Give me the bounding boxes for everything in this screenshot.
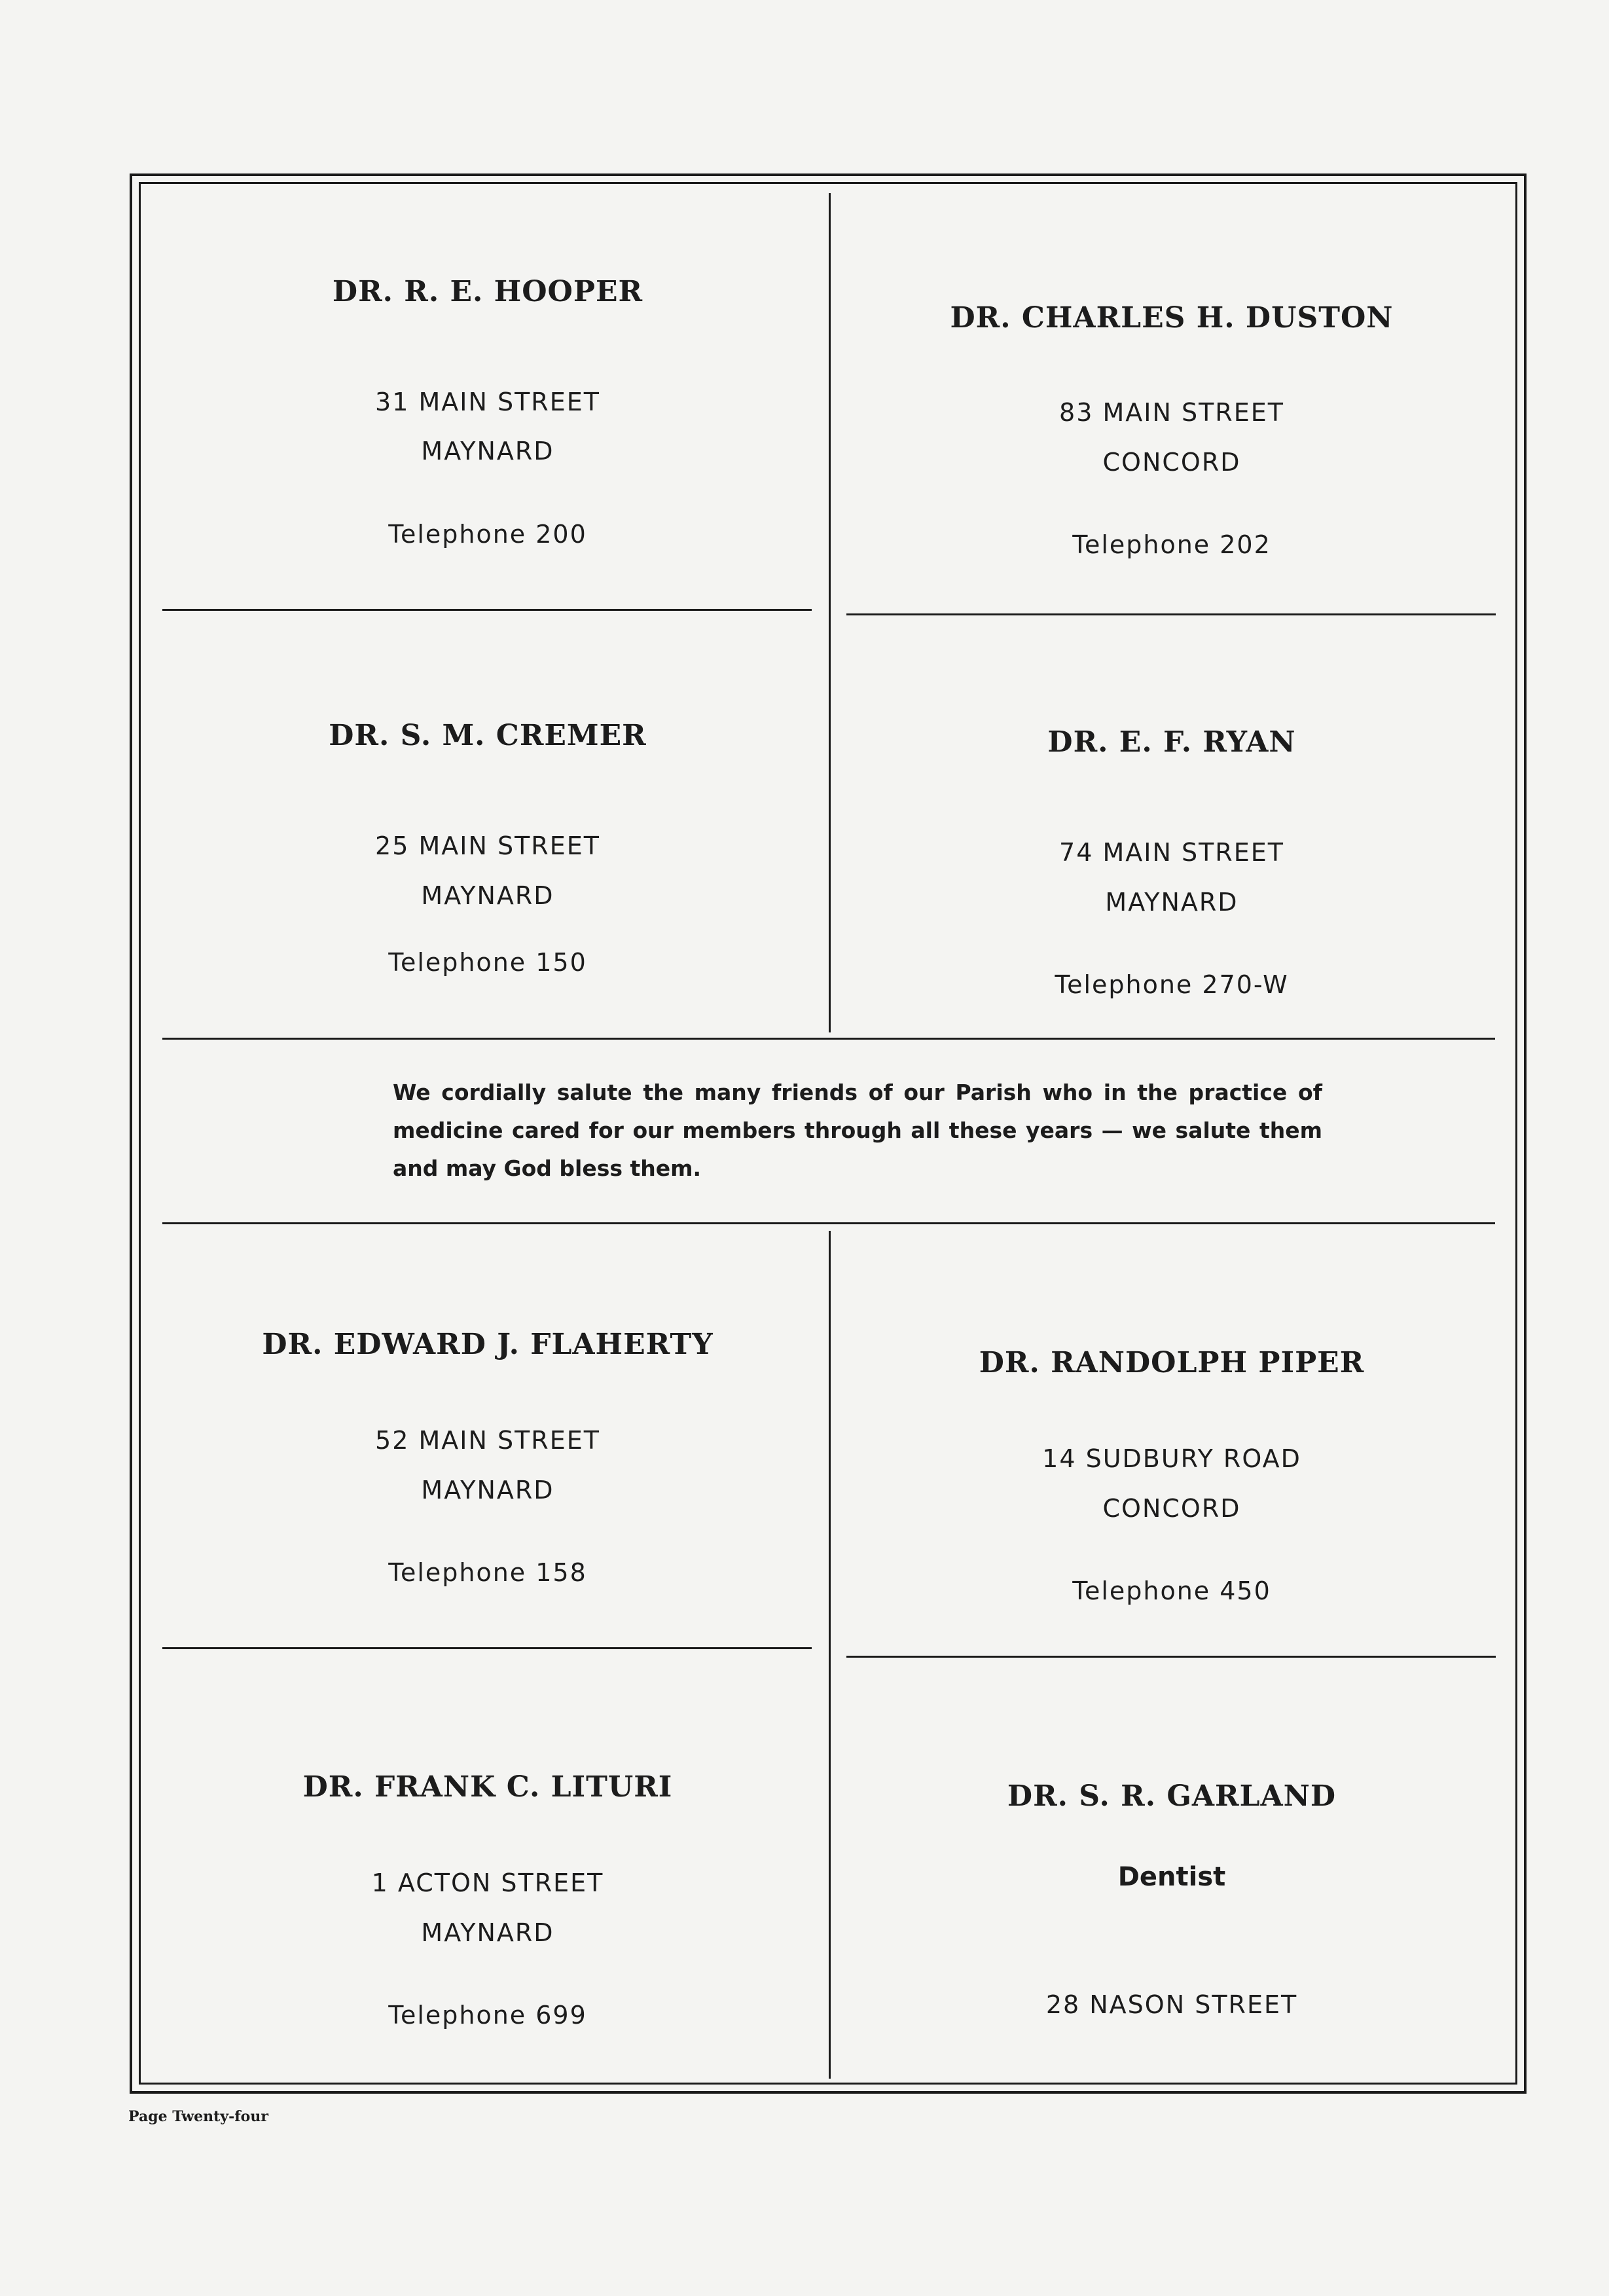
doctor-card bbox=[164, 714, 812, 1002]
doctor-name: DR. FRANK C. LITURI bbox=[302, 1770, 673, 1804]
street-address: 31 MAIN STREET bbox=[375, 388, 600, 416]
divider-vertical-bottom bbox=[829, 1231, 831, 2079]
telephone: Telephone 158 bbox=[388, 1558, 587, 1587]
town: MAYNARD bbox=[1105, 888, 1238, 917]
divider-left-row1 bbox=[162, 609, 812, 611]
doctor-card bbox=[164, 1322, 812, 1611]
doctor-card bbox=[844, 1761, 1499, 2049]
doctor-name: DR. RANDOLPH PIPER bbox=[979, 1346, 1365, 1379]
telephone: Telephone 200 bbox=[388, 520, 587, 549]
telephone: Telephone 202 bbox=[1072, 530, 1271, 559]
street-address: 25 MAIN STREET bbox=[375, 831, 600, 860]
street-address: 1 ACTON STREET bbox=[371, 1868, 604, 1897]
town: MAYNARD bbox=[421, 1918, 554, 1947]
street-address: 83 MAIN STREET bbox=[1059, 398, 1284, 427]
doctor-card bbox=[164, 1761, 812, 2049]
doctor-card bbox=[844, 1322, 1499, 1624]
town: CONCORD bbox=[1102, 448, 1241, 477]
telephone: Telephone 699 bbox=[388, 2001, 587, 2030]
doctor-name: DR. EDWARD J. FLAHERTY bbox=[262, 1328, 714, 1361]
divider-salute-top bbox=[162, 1038, 1495, 1040]
street-address: 52 MAIN STREET bbox=[375, 1426, 600, 1455]
street-address: 14 SUDBURY ROAD bbox=[1042, 1444, 1301, 1473]
doctor-name: DR. E. F. RYAN bbox=[1047, 725, 1296, 759]
telephone: Telephone 450 bbox=[1072, 1576, 1271, 1605]
doctor-name: DR. CHARLES H. DUSTON bbox=[950, 301, 1394, 335]
doctor-card bbox=[844, 262, 1499, 596]
divider-right-row3 bbox=[846, 1656, 1496, 1658]
street-address: 28 NASON STREET bbox=[1045, 1990, 1298, 2019]
divider-right-row1 bbox=[846, 613, 1496, 615]
divider-vertical-top bbox=[829, 193, 831, 1032]
salute-message: We cordially salute the many friends of our Parish who in the practice of medicine cared for our members through all these years — we salute them and may God bless them. bbox=[393, 1080, 1322, 1181]
divider-left-row3 bbox=[162, 1647, 812, 1649]
town: MAYNARD bbox=[421, 437, 554, 465]
town: MAYNARD bbox=[421, 1476, 554, 1504]
doctor-name: DR. R. E. HOOPER bbox=[332, 275, 643, 308]
street-address: 74 MAIN STREET bbox=[1059, 838, 1284, 867]
doctor-card bbox=[164, 262, 812, 589]
doctor-card bbox=[844, 714, 1499, 1008]
telephone: Telephone 150 bbox=[388, 948, 587, 977]
town: MAYNARD bbox=[421, 881, 554, 910]
town: CONCORD bbox=[1102, 1494, 1241, 1523]
doctor-name: DR. S. M. CREMER bbox=[329, 719, 647, 752]
telephone: Telephone 270-W bbox=[1055, 970, 1289, 999]
doctor-name: DR. S. R. GARLAND bbox=[1007, 1779, 1337, 1813]
specialty-label: Dentist bbox=[1117, 1862, 1226, 1892]
page-number: Page Twenty-four bbox=[128, 2108, 268, 2125]
divider-salute-bottom bbox=[162, 1222, 1495, 1224]
